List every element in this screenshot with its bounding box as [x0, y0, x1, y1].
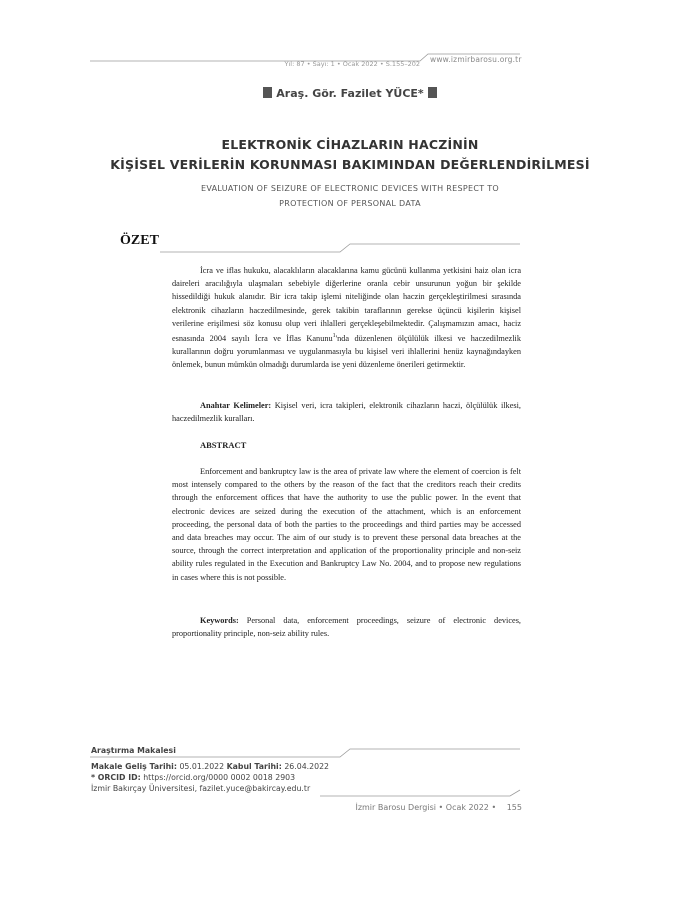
square-marker-icon	[428, 87, 437, 98]
author-line	[0, 87, 700, 100]
ozet-paragraph	[172, 264, 521, 371]
orcid-line	[91, 773, 295, 782]
accepted-label: Kabul Tarihi:	[226, 762, 282, 771]
page-footer	[300, 803, 522, 812]
journal-footer: İzmir Barosu Dergisi • Ocak 2022 •	[355, 803, 497, 812]
keywords-en-label: Keywords:	[200, 616, 239, 625]
orcid-label: * ORCID ID:	[91, 773, 141, 782]
keywords-en-text: Personal data, enforcement proceedings, seizure of electronic devices, proportionality principle, non-seiz ability rules.	[172, 616, 521, 639]
title-line-1: ELEKTRONİK CİHAZLARIN HACZİNİN	[221, 137, 479, 152]
english-title-line-1: EVALUATION OF SEIZURE OF ELECTRONIC DEVICES WITH RESPECT TO	[200, 184, 500, 193]
keywords-tr-text: Kişisel veri, icra takipleri, elektronik cihazların haczi, ölçülülük ilkesi, haczedilmezlik kuralları.	[172, 401, 521, 424]
article-type: Araştırma Makalesi	[91, 746, 176, 755]
keywords-en	[172, 614, 521, 640]
square-marker-icon	[263, 87, 272, 98]
orcid-link[interactable]: https://orcid.org/0000 0002 0018 2903	[143, 773, 296, 782]
issue-info: Yıl: 87 • Sayı: 1 • Ocak 2022 • S.155–202	[284, 60, 420, 68]
accepted-date: 26.04.2022	[284, 762, 329, 771]
affiliation: İzmir Bakırçay Üniversitesi, fazilet.yuce@bakircay.edu.tr	[91, 784, 311, 793]
english-title-line-2: PROTECTION OF PERSONAL DATA	[279, 199, 421, 208]
footnote-mark: 1	[332, 333, 336, 340]
received-date: 05.01.2022	[179, 762, 225, 771]
dates-line	[91, 762, 329, 771]
page-number: 155	[506, 803, 522, 812]
abstract-paragraph	[172, 465, 521, 584]
keywords-tr-label: Anahtar Kelimeler:	[200, 401, 272, 410]
ozet-heading: ÖZET	[120, 233, 159, 248]
title-line-2: KİŞİSEL VERİLERİN KORUNMASI BAKIMINDAN DEĞERLENDİRİLMESİ	[110, 157, 590, 172]
author-name: Araş. Gör. Fazilet YÜCE*	[276, 87, 424, 100]
ozet-text-cont: 'nda düzenlenen ölçülülük ilkesi ve haczedilmezlik kurallarının doğru yorumlanması ve uygulanmasıyla bu kişisel veri ihlallerini henüz kaynağındayken önlemek, bunun mümkün olmadığı durumlarda ise yeni düzenleme önerileri getirmektir.	[172, 333, 521, 370]
abstract-heading: ABSTRACT	[200, 440, 247, 450]
ozet-text: İcra ve iflas hukuku, alacaklıların alacaklarına kamu gücünü kullanma yetkisini haiz olan icra daireleri aracılığıyla ulaşmaları sebebiyle diğerlerine oranla cebir unsurunun yoğun bir şekilde hissedildiği hukuk alanıdır. Bir icra takip işlemi niteliğinde olan haczin gerçekleştirilmesi sırasında elektronik cihazların haczedilmesinde, gerek takibin taraflarının gerekse üçüncü kişilerin kişisel verilerine erişilmesi söz konusu olup veri ihlalleri gerçekleşebilmektedir. Çalışmamızın amacı, haciz esnasında 2004 sayılı İcra ve İflas Kanunu	[172, 266, 521, 343]
abstract-text: Enforcement and bankruptcy law is the area of private law where the element of coercion is felt most intensely compared to the others by the reason of the fact that the creditors reach their credits through the enforcement offices that have the authority to use the public power. In the event that electronic devices are seized during the execution of the attachment, which is an enforcement proceeding, the personal data of both the parties to the proceedings and third parties may be accessed and data breaches may occur. The aim of our study is to prevent these personal data breaches at the source, through the correct interpretation and application of the proportionality principle and non-seiz ability rules regulated in the Execution and Bankruptcy Law No. 2004, and to propose new regulations in cases where this is not possible.	[172, 467, 521, 582]
journal-url: www.izmirbarosu.org.tr	[430, 55, 522, 64]
keywords-tr	[172, 399, 521, 425]
received-label: Makale Geliş Tarihi:	[91, 762, 177, 771]
